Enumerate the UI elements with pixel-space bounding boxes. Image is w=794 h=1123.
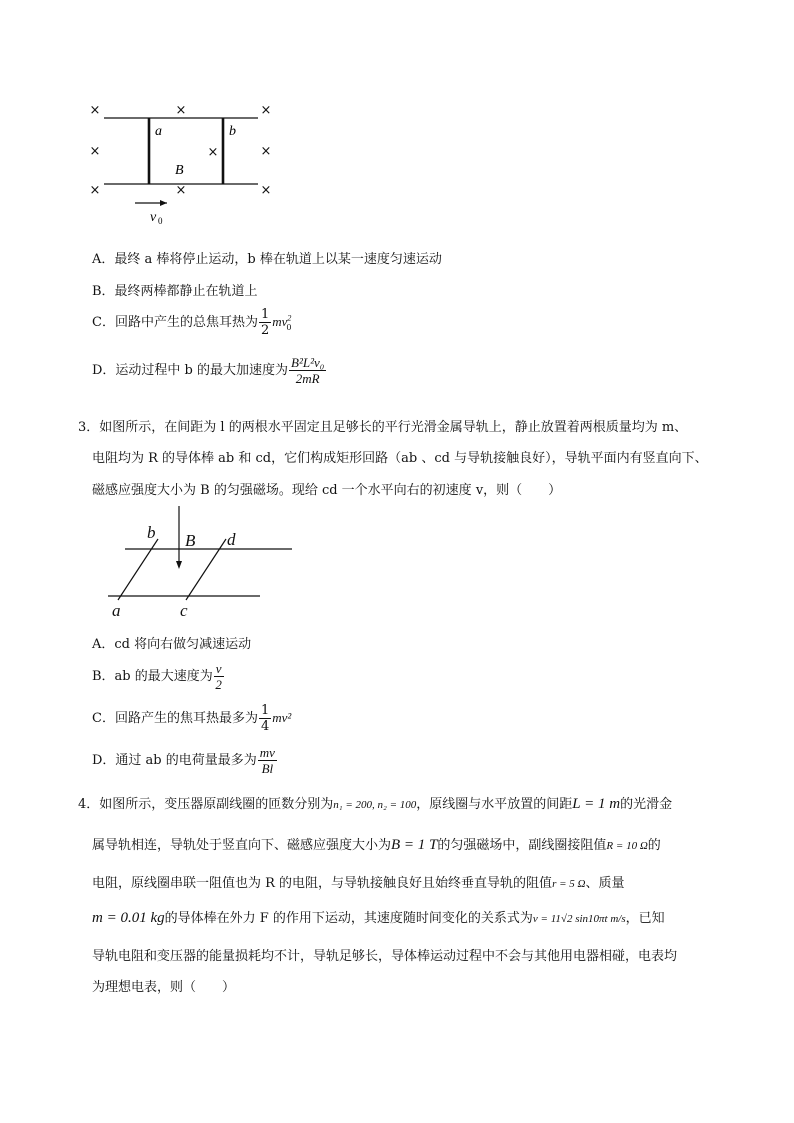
label-b: b (229, 124, 236, 139)
fig-label-a: a (112, 601, 121, 620)
fraction (214, 661, 224, 692)
fraction (259, 703, 271, 734)
fig-label-B: B (185, 531, 196, 550)
q4-stem-line3 (92, 872, 625, 891)
frac-den: 2 (260, 323, 270, 338)
frac-num: v (215, 661, 222, 676)
frac-num: 1 (260, 703, 270, 718)
q3-option-c-text: C．回路产生的焦耳热最多为 (92, 711, 258, 726)
q4-math-v: v = 11√2 sin10πt m/s (532, 913, 626, 925)
q4-math-R: R = 10 Ω (606, 840, 648, 852)
cross-mark: × (89, 103, 101, 118)
q4-math-turns: n₁ = 200, n₂ = 100 (333, 799, 417, 811)
fig-label-c: c (180, 601, 188, 620)
q2-option-d (92, 355, 327, 386)
label-v0: v (150, 210, 157, 225)
q2-option-c-expr: mv (272, 314, 288, 329)
q4-text: 的导体棒在外力 F 的作用下运动，其速度随时间变化的关系式为 (164, 911, 533, 926)
figure-rails-field (80, 95, 290, 235)
q4-text: 、质量 (585, 876, 625, 891)
frac-num: mv (259, 745, 275, 760)
q4-math-m: m = 0.01 kg (92, 910, 165, 926)
q4-stem-line1 (78, 793, 672, 813)
q4-text: ，已知 (625, 911, 665, 926)
cross-mark: × (207, 145, 219, 160)
q3-option-d (92, 745, 278, 776)
label-a: a (155, 124, 162, 139)
q4-math-r: r = 5 Ω (552, 878, 586, 890)
q4-math-B: B = 1 T (391, 837, 438, 853)
q3-stem-line1: 3．如图所示，在间距为 l 的两根水平固定且足够长的平行光滑金属导轨上，静止放置着两根质量均为 m、 (78, 420, 688, 435)
fig-label-d: d (227, 530, 236, 549)
cross-mark: × (89, 183, 101, 198)
cross-mark: × (175, 183, 187, 198)
q2-option-b: B．最终两棒都静止在轨道上 (92, 284, 258, 299)
fig-label-b: b (147, 523, 156, 542)
cross-mark: × (260, 103, 272, 118)
fraction (258, 745, 277, 776)
rod-ab (118, 539, 158, 600)
q2-option-a: A．最终 a 棒将停止运动，b 棒在轨道上以某一速度匀速运动 (92, 252, 442, 267)
q4-text: ，原线圈与水平放置的间距 (416, 797, 573, 812)
q2-option-c: C．回路中产生的总焦耳热为 $\frac{1}{2}$ $mv^2_0$ (92, 307, 292, 338)
q3-option-d-text: D．通过 ab 的电荷量最多为 (92, 753, 257, 768)
q4-text: 的 (647, 838, 661, 853)
q4-text: 属导轨相连，导轨处于竖直向下、磁感应强度大小为 (92, 838, 392, 853)
cross-mark: × (260, 183, 272, 198)
q3-option-c (92, 703, 291, 734)
frac-den: 2 (215, 677, 222, 692)
arrow-head-icon (176, 561, 182, 569)
q4-text: 电阻，原线圈串联一阻值也为 R 的电阻，与导轨接触良好且始终垂直导轨的阻值 (92, 876, 553, 891)
q2-option-d-text: D．运动过程中 b 的最大加速度为 (92, 363, 289, 378)
q3-stem-line2: 电阻均为 R 的导体棒 ab 和 cd，它们构成矩形回路（ab 、cd 与导轨接触良好），导轨平面内有竖直向下、 (92, 451, 708, 466)
q3-option-a: A．cd 将向右做匀减速运动 (92, 637, 252, 652)
label-field-B: B (175, 163, 184, 178)
frac-num: B²L²v₀ (291, 355, 325, 370)
q4-stem-line6: 为理想电表，则（ ） (92, 980, 236, 995)
q4-math-L: L = 1 m (572, 796, 621, 812)
q3-stem-line3: 磁感应强度大小为 B 的匀强磁场。现给 cd 一个水平向右的初速度 v，则（ ） (92, 483, 562, 498)
q2-option-c-text: C．回路中产生的总焦耳热为 (92, 315, 258, 330)
label-v0-sub: 0 (158, 216, 163, 226)
q4-stem-line2 (92, 834, 661, 854)
cross-mark: × (260, 144, 272, 159)
q4-text: 4．如图所示，变压器原副线圈的匝数分别为 (78, 797, 334, 812)
fraction (289, 355, 326, 386)
frac-den: 4 (260, 719, 270, 734)
frac-den: Bl (261, 761, 274, 776)
arrow-head-icon (160, 200, 167, 206)
fraction (259, 307, 271, 338)
q4-stem-line5: 导轨电阻和变压器的能量损耗均不计，导轨足够长，导体棒运动过程中不会与其他用电器相碰，电表均 (92, 949, 678, 964)
figure-slanted-rods (100, 500, 300, 625)
frac-num: 1 (260, 307, 270, 322)
q4-stem-line4 (92, 907, 665, 927)
cross-mark: × (175, 103, 187, 118)
frac-den: 2mR (295, 371, 320, 386)
q3-option-c-expr: mv² (272, 710, 292, 725)
q3-option-b-text: B．ab 的最大速度为 (92, 669, 213, 684)
q4-text: 的光滑金 (620, 797, 673, 812)
q4-text: 的匀强磁场中，副线圈接阻值 (437, 838, 607, 853)
q3-option-b (92, 661, 225, 692)
cross-mark: × (89, 144, 101, 159)
